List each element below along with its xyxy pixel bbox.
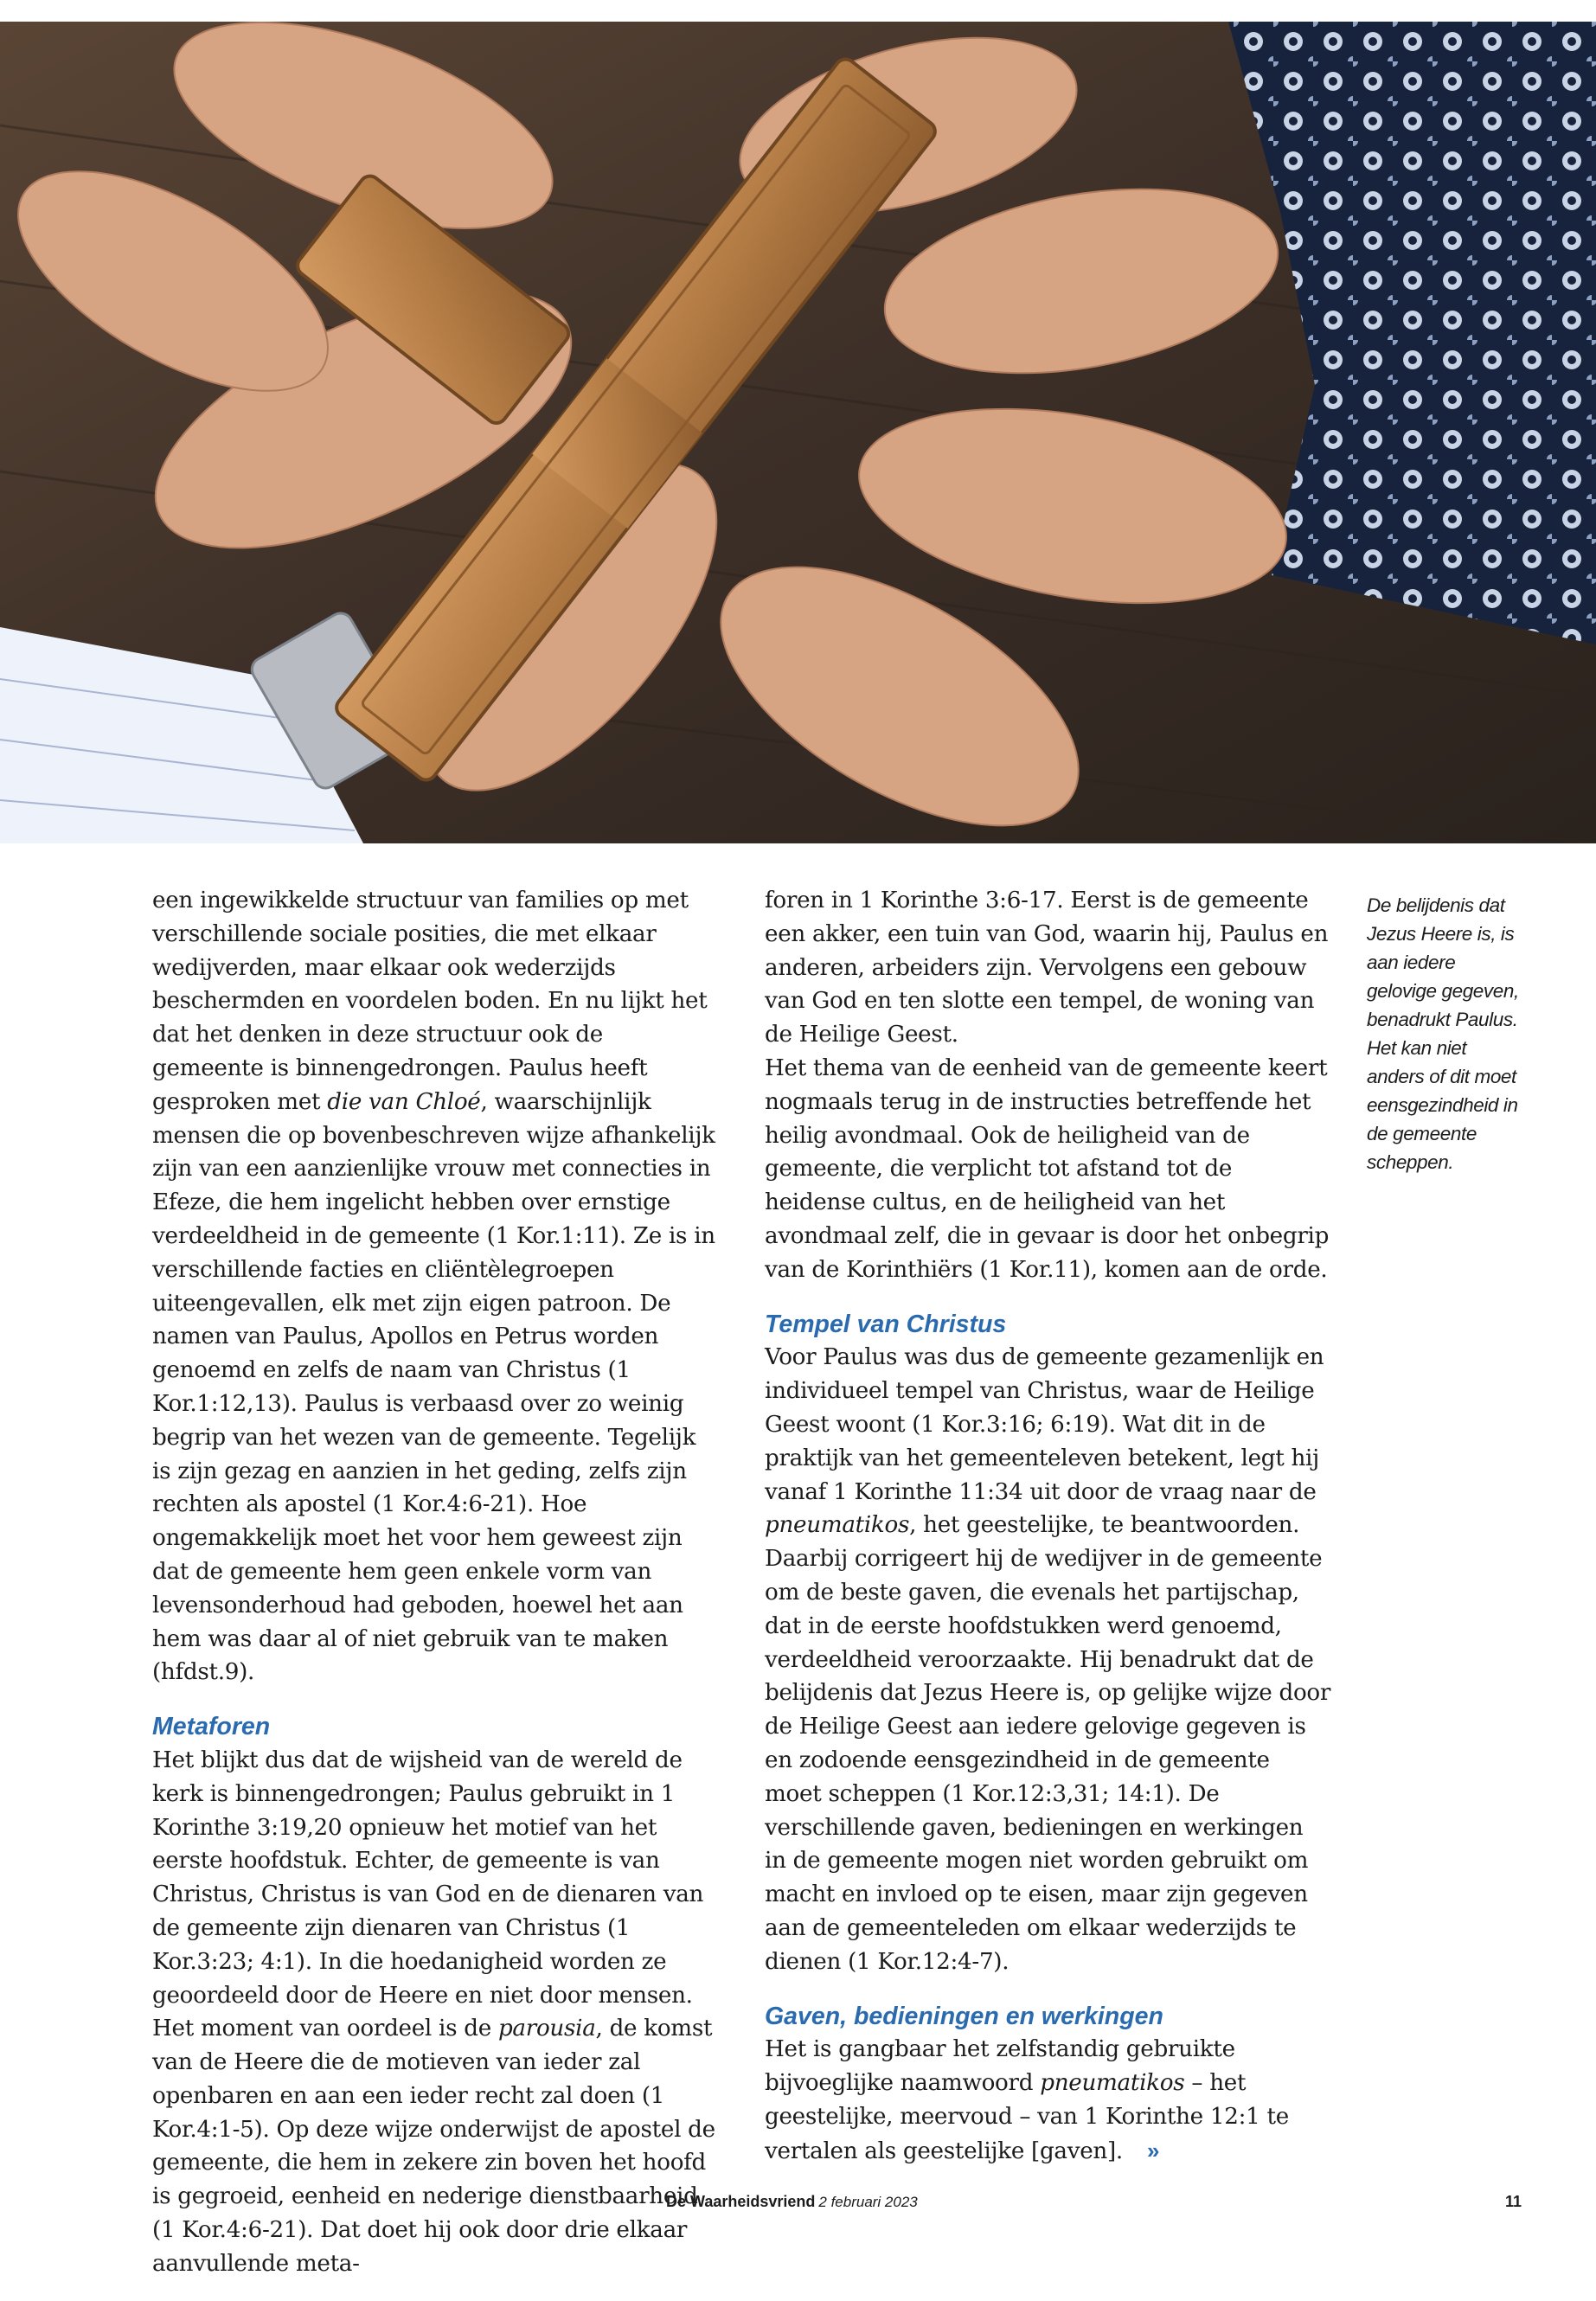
text-column-right (765, 884, 1331, 2168)
cross-hands-photo (0, 22, 1596, 843)
issue-date: 2 februari 2023 (818, 2194, 918, 2210)
paragraph: Voor Paulus was dus de gemeente gezamenlijk en individueel tempel van Christus, waar de Heilige Geest woont (1 Kor.3:16; 6:19). Wat dit in de praktijk van het gemeenteleven betekent, legt hij vanaf 1 Korinthe 11:34 uit door de vraag naar de pneumatikos, het geestelijke, te beantwoorden. Daarbij corrigeert hij de wedijver in de gemeente om de beste gaven, die evenals het partijschap, dat in de eerste hoofdstukken werd genoemd, verdeeldheid veroorzaakte. Hij benadrukt dat de belijdenis dat Jezus Heere is, op gelijke wijze door de Heilige Geest aan iedere gelovige gegeven is en zodoende eensgezindheid in de gemeente moet scheppen (1 Kor.12:3,31; 14:1). De verschillende gaven, bedieningen en werkingen in de gemeente mogen niet worden gebruikt om macht en invloed op te eisen, maar zijn gegeven aan de gemeenteleden om elkaar wederzijds te dienen (1 Kor.12:4-7). (765, 1344, 1331, 1975)
pull-quote: De belijdenis dat Jezus Heere is, is aan iedere gelovige gegeven, benadrukt Paulus. Het kan niet anders of dit moet eensgezindheid in de gemeente scheppen. (1367, 894, 1519, 1173)
paragraph: Het is gangbaar het zelfstandig gebruikte bijvoeglijke naamwoord pneumatikos – het geestelijke, meervoud – van 1 Korinthe 12:1 te vertalen als geestelijke [gaven]. » (765, 2036, 1289, 2164)
paragraph: foren in 1 Korinthe 3:6-17. Eerst is de gemeente een akker, een tuin van God, waarin hij, Paulus en anderen, arbeiders zijn. Vervolgens een gebouw van God en ten slotte een tempel, de woning van de Heilige Geest. (765, 888, 1329, 1048)
page-footer (0, 2193, 1596, 2219)
paragraph: een ingewikkelde structuur van families op met verschillende sociale posities, die met elkaar wedijverden, maar elkaar ook wederzijds beschermden en voordelen boden. En nu lijkt het dat het denken in deze structuur ook de gemeente is binnengedrongen. Paulus heeft gesproken met die van Chloé, waarschijnlijk mensen die op bovenbeschreven wijze afhankelijk zijn van een aanzienlijke vrouw met connecties in Efeze, die hem ingelicht hebben over ernstige verdeeldheid in de gemeente (1 Kor.1:11). Ze is in verschillende facties en cliëntèlegroepen uiteengevallen, elk met zijn eigen patroon. De namen van Paulus, Apollos en Petrus worden genoemd en zelfs de naam van Christus (1 Kor.1:12,13). Paulus is verbaasd over zo weinig begrip van het wezen van de gemeente. Tegelijk is zijn gezag en aanzien in het geding, zelfs zijn rechten als apostel (1 Kor.4:6-21). Hoe ongemakkelijk moet het voor hem geweest zijn dat de gemeente hem geen enkele vorm van levensonderhoud had geboden, hoewel het aan hem was daar al of niet gebruik van te maken (hfdst.9). (152, 888, 715, 1686)
page-number: 11 (1505, 2193, 1522, 2210)
section-heading: Metaforen (152, 1713, 271, 1741)
footer-magazine (666, 2193, 918, 2211)
continue-arrow-icon: » (1146, 2137, 1160, 2163)
section-heading: Gaven, bedieningen en werkingen (765, 2002, 1163, 2030)
paragraph: Het thema van de eenheid van de gemeente keert nogmaals terug in de instructies betreffende het heilig avondmaal. Ook de heiligheid van de gemeente, die verplicht tot afstand tot de heidense cultus, en de heiligheid van het avondmaal zelf, die in gevaar is door het onbegrip van de Korinthiërs (1 Kor.11), komen aan de orde. (765, 1054, 1330, 1283)
magazine-name: De Waarheidsvriend (666, 2193, 816, 2210)
paragraph: Het blijkt dus dat de wijsheid van de wereld de kerk is binnengedrongen; Paulus gebruikt in 1 Korinthe 3:19,20 opnieuw het motief van het eerste hoofdstuk. Echter, de gemeente is van Christus, Christus is van God en de dienaren van de gemeente zijn dienaren van Christus (1 Kor.3:23; 4:1). In die hoedanigheid worden ze geoordeeld door de Heere en niet door mensen. Het moment van oordeel is de parousia, de komst van de Heere die de motieven van ieder zal openbaren en aan een ieder recht zal doen (1 Kor.4:1-5). Op deze wijze onderwijst de apostel de gemeente, die hem in zekere zin boven het hoofd is gegroeid, eenheid en nederige dienstbaarheid (1 Kor.4:6-21). Dat doet hij ook door drie elkaar aanvullende meta- (152, 1747, 715, 2277)
section-heading: Tempel van Christus (765, 1310, 1007, 1338)
text-column-left (152, 884, 719, 2281)
